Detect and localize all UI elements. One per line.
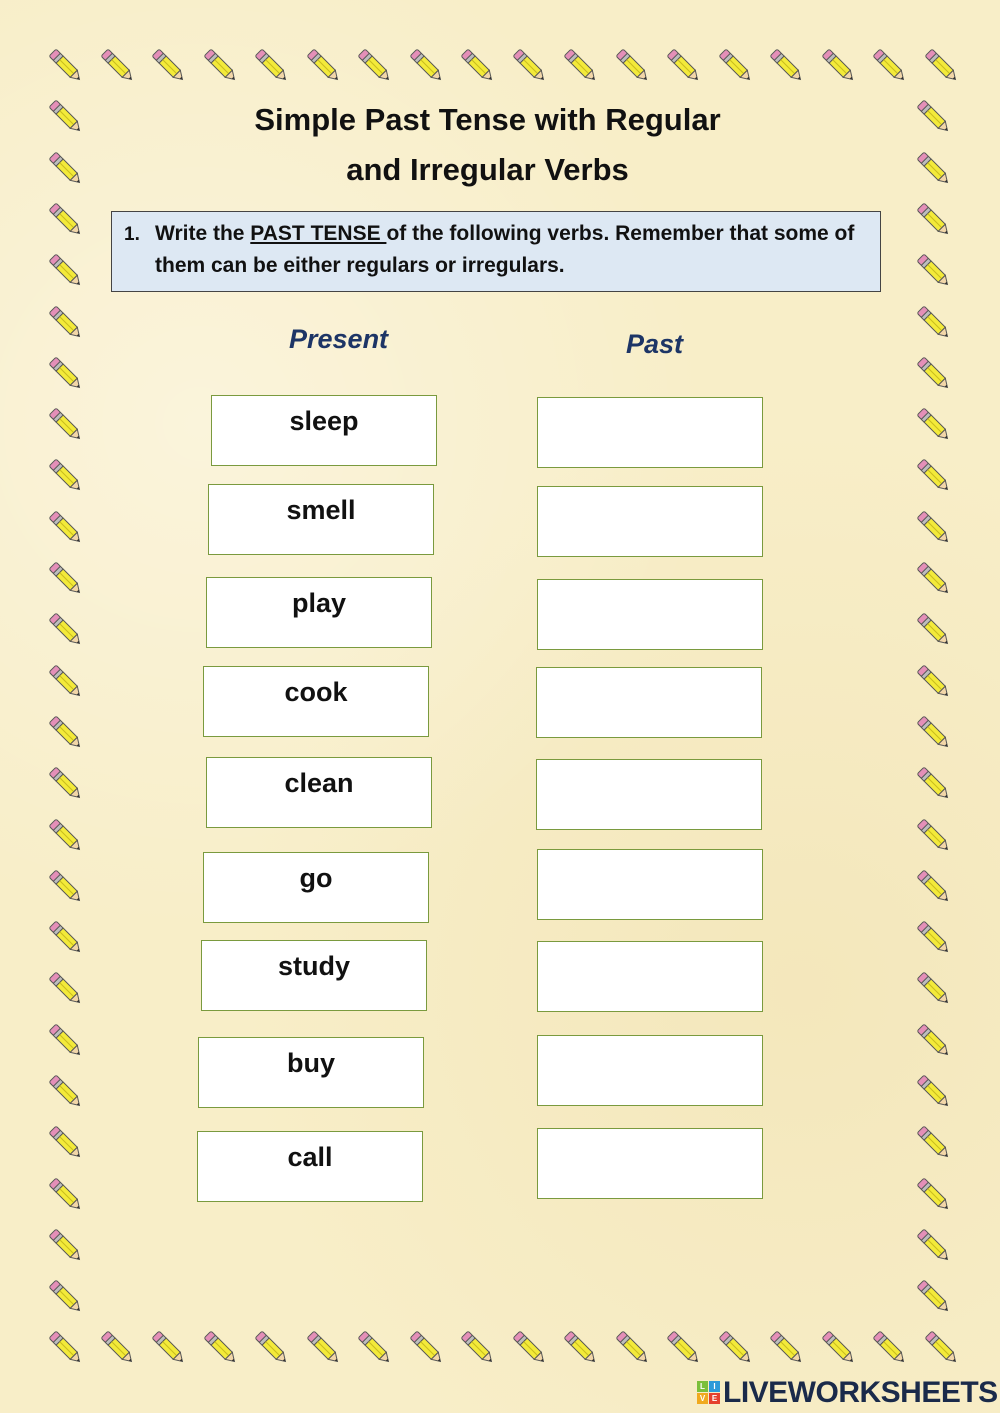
pencil-icon bbox=[868, 44, 912, 88]
pencil-icon bbox=[44, 1019, 88, 1063]
pencil-icon bbox=[44, 44, 88, 88]
present-column-heading: Present bbox=[289, 324, 389, 354]
pencil-icon bbox=[44, 301, 88, 345]
pencil-icon bbox=[912, 711, 956, 755]
verb-label: play bbox=[291, 588, 347, 618]
pencil-icon bbox=[250, 44, 294, 88]
pencil-icon bbox=[912, 454, 956, 498]
verb-box-play bbox=[206, 577, 432, 648]
verb-box-sleep bbox=[211, 395, 437, 466]
verb-label: sleep bbox=[289, 406, 359, 436]
worksheet-title-line1: Simple Past Tense with Regular bbox=[254, 102, 721, 137]
pencil-icon bbox=[96, 1326, 140, 1370]
pencil-icon bbox=[912, 1275, 956, 1319]
pencil-icon bbox=[353, 44, 397, 88]
pencil-icon bbox=[302, 1326, 346, 1370]
pencil-icon bbox=[765, 44, 809, 88]
pencil-icon bbox=[456, 44, 500, 88]
pencil-icon bbox=[611, 44, 655, 88]
pencil-icon bbox=[44, 967, 88, 1011]
verb-label: study bbox=[277, 951, 350, 981]
pencil-icon bbox=[912, 660, 956, 704]
pencil-icon bbox=[44, 506, 88, 550]
answer-box-study[interactable] bbox=[537, 941, 763, 1012]
pencil-icon bbox=[912, 1121, 956, 1165]
liveworksheets-badge-icon bbox=[697, 1381, 721, 1405]
badge-letter: I bbox=[709, 1381, 720, 1392]
pencil-icon bbox=[44, 1326, 88, 1370]
answer-box-clean[interactable] bbox=[536, 759, 762, 830]
answer-box-play[interactable] bbox=[537, 579, 763, 650]
pencil-icon bbox=[912, 198, 956, 242]
liveworksheets-brand-text: LIVEWORKSHEETS bbox=[723, 1376, 998, 1409]
pencil-icon bbox=[44, 249, 88, 293]
verb-label: go bbox=[299, 863, 333, 893]
instruction-text-underlined: PAST TENSE bbox=[250, 222, 387, 245]
pencil-icon bbox=[96, 44, 140, 88]
pencil-icon bbox=[44, 865, 88, 909]
verb-box-buy bbox=[198, 1037, 424, 1108]
answer-box-sleep[interactable] bbox=[537, 397, 763, 468]
worksheet-title-line2: and Irregular Verbs bbox=[346, 152, 629, 187]
pencil-icon bbox=[559, 44, 603, 88]
pencil-icon bbox=[44, 1224, 88, 1268]
verb-box-call bbox=[197, 1131, 423, 1202]
pencil-icon bbox=[714, 44, 758, 88]
pencil-icon bbox=[508, 1326, 552, 1370]
pencil-icon bbox=[44, 660, 88, 704]
badge-letter: V bbox=[697, 1393, 708, 1404]
pencil-icon bbox=[817, 44, 861, 88]
pencil-icon bbox=[353, 1326, 397, 1370]
answer-box-smell[interactable] bbox=[537, 486, 763, 557]
pencil-icon bbox=[44, 352, 88, 396]
pencil-icon bbox=[912, 557, 956, 601]
answer-box-buy[interactable] bbox=[537, 1035, 763, 1106]
pencil-icon bbox=[714, 1326, 758, 1370]
verb-label: call bbox=[287, 1142, 333, 1172]
pencil-icon bbox=[920, 1326, 964, 1370]
pencil-icon bbox=[508, 44, 552, 88]
verb-box-study bbox=[201, 940, 427, 1011]
pencil-icon bbox=[44, 454, 88, 498]
pencil-icon bbox=[765, 1326, 809, 1370]
pencil-icon bbox=[44, 1173, 88, 1217]
verb-box-go bbox=[203, 852, 429, 923]
pencil-icon bbox=[44, 1070, 88, 1114]
verb-label: buy bbox=[286, 1048, 335, 1078]
verb-box-clean bbox=[206, 757, 432, 828]
pencil-icon bbox=[912, 762, 956, 806]
pencil-icon bbox=[199, 44, 243, 88]
pencil-icon bbox=[912, 1224, 956, 1268]
pencil-icon bbox=[868, 1326, 912, 1370]
pencil-icon bbox=[199, 1326, 243, 1370]
pencil-icon bbox=[456, 1326, 500, 1370]
pencil-icon bbox=[405, 44, 449, 88]
pencil-icon bbox=[912, 608, 956, 652]
pencil-icon bbox=[912, 865, 956, 909]
pencil-icon bbox=[912, 916, 956, 960]
pencil-icon bbox=[405, 1326, 449, 1370]
pencil-icon bbox=[147, 44, 191, 88]
pencil-icon bbox=[302, 44, 346, 88]
pencil-icon bbox=[250, 1326, 294, 1370]
pencil-icon bbox=[44, 557, 88, 601]
pencil-icon bbox=[912, 967, 956, 1011]
instruction-text bbox=[155, 218, 870, 282]
verb-label: smell bbox=[286, 495, 356, 525]
badge-letter: L bbox=[697, 1381, 708, 1392]
verb-box-cook bbox=[203, 666, 429, 737]
pencil-icon bbox=[44, 1275, 88, 1319]
pencil-icon bbox=[44, 608, 88, 652]
pencil-icon bbox=[912, 1173, 956, 1217]
instruction-box bbox=[111, 211, 881, 292]
pencil-icon bbox=[662, 1326, 706, 1370]
pencil-icon bbox=[912, 249, 956, 293]
pencil-icon bbox=[817, 1326, 861, 1370]
instruction-text-before: Write the bbox=[155, 222, 251, 245]
pencil-icon bbox=[44, 762, 88, 806]
pencil-icon bbox=[147, 1326, 191, 1370]
pencil-icon bbox=[912, 352, 956, 396]
pencil-icon bbox=[44, 814, 88, 858]
pencil-icon bbox=[611, 1326, 655, 1370]
instruction-number: 1. bbox=[124, 224, 140, 245]
pencil-icon bbox=[559, 1326, 603, 1370]
instruction-text-after: of the following verbs. Remember that some of them can be either regulars or irregulars. bbox=[155, 222, 855, 277]
pencil-icon bbox=[912, 814, 956, 858]
pencil-icon bbox=[912, 506, 956, 550]
pencil-icon bbox=[662, 44, 706, 88]
pencil-icon bbox=[912, 301, 956, 345]
pencil-icon bbox=[44, 711, 88, 755]
pencil-icon bbox=[912, 403, 956, 447]
past-column-heading: Past bbox=[626, 329, 684, 359]
pencil-icon bbox=[44, 1121, 88, 1165]
verb-box-smell bbox=[208, 484, 434, 555]
pencil-icon bbox=[44, 403, 88, 447]
answer-box-cook[interactable] bbox=[536, 667, 762, 738]
verb-label: clean bbox=[284, 768, 354, 798]
answer-box-call[interactable] bbox=[537, 1128, 763, 1199]
verb-label: cook bbox=[284, 677, 348, 707]
pencil-icon bbox=[912, 1019, 956, 1063]
badge-letter: E bbox=[709, 1393, 720, 1404]
pencil-icon bbox=[920, 44, 964, 88]
pencil-icon bbox=[44, 198, 88, 242]
answer-box-go[interactable] bbox=[537, 849, 763, 920]
pencil-icon bbox=[44, 916, 88, 960]
pencil-icon bbox=[912, 1070, 956, 1114]
